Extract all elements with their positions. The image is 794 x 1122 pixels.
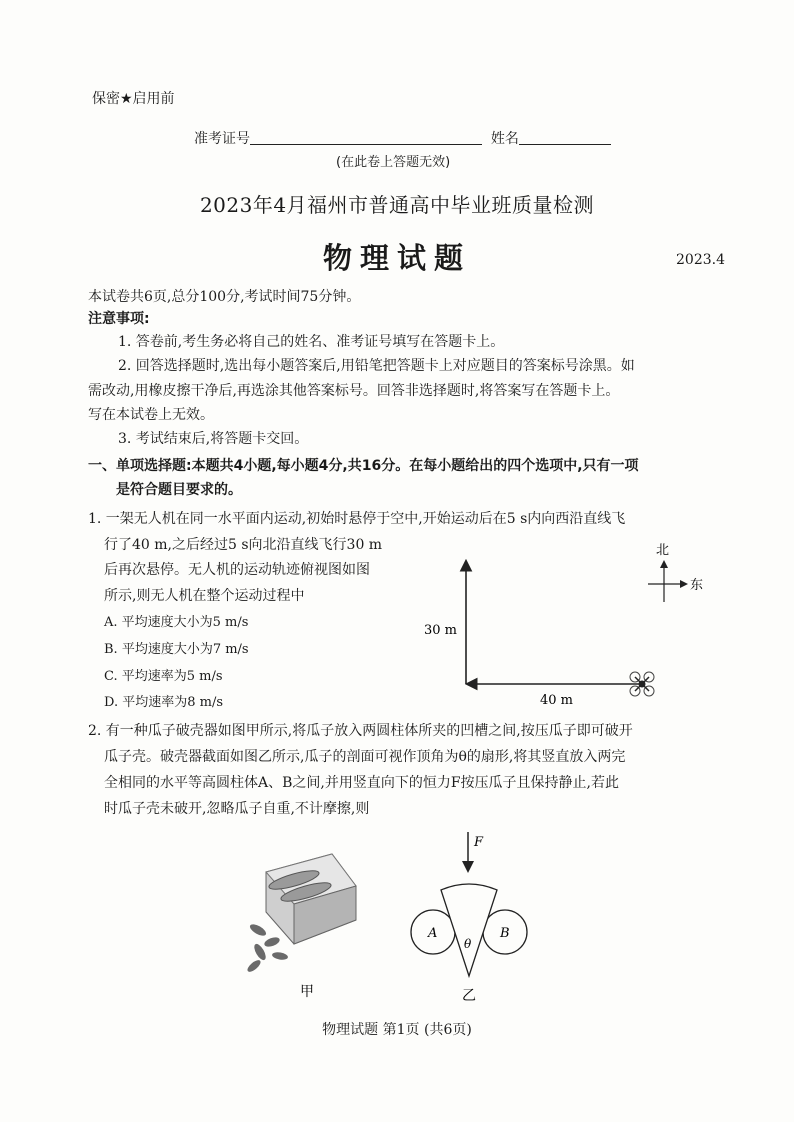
q2-stem-line-1: 2. 有一种瓜子破壳器如图甲所示,将瓜子放入两圆柱体所夹的凹槽之间,按压瓜子即可破开 (88, 723, 633, 739)
horizontal-distance-label: 40 m (540, 693, 574, 708)
paper-intro: 本试卷共6页,总分100分,考试时间75分钟。 (88, 289, 361, 305)
candidate-info-line (194, 128, 611, 148)
q1-option-c: C. 平均速率为5 m/s (104, 669, 223, 684)
section-1-heading: 一、单项选择题:本题共4小题,每小题4分,共16分。在每小题给出的四个选项中,只有一项 (88, 458, 639, 474)
subject-title: 物理试题 (322, 241, 471, 275)
section-1-heading-cont: 是符合题目要求的。 (116, 482, 242, 498)
figure-jia-caption: 甲 (300, 984, 314, 1000)
note-item-3: 3. 考试结束后,将答题卡交回。 (118, 431, 309, 447)
force-label: F (474, 835, 484, 850)
seed-sector (441, 884, 497, 976)
q2-stem-line-3: 全相同的水平等高圆柱体A、B之间,并用竖直向下的恒力F按压瓜子且保持静止,若此 (104, 775, 620, 791)
north-label: 北 (656, 543, 670, 558)
q1-stem-line-4: 所示,则无人机在整个运动过程中 (104, 588, 305, 604)
q2-stem-line-4: 时瓜子壳未破开,忽略瓜子自重,不计摩擦,则 (104, 801, 370, 817)
q2-stem-line-2: 瓜子壳。破壳器截面如图乙所示,瓜子的剖面可视作顶角为θ的扇形,将其竖直放入两完 (104, 749, 626, 765)
east-label: 东 (690, 578, 704, 593)
cylinder-a-label: A (428, 926, 438, 941)
seed-cracker-photo (236, 846, 366, 1006)
invalid-note: (在此卷上答题无效) (336, 155, 451, 170)
q1-option-a: A. 平均速度大小为5 m/s (104, 615, 249, 630)
cylinder-b-label: B (500, 926, 510, 941)
note-item-2-line-2: 需改动,用橡皮擦干净后,再选涂其他答案标号。回答非选择题时,将答案写在答题卡上。 (88, 383, 620, 399)
q1-option-d: D. 平均速率为8 m/s (104, 695, 224, 710)
confidential-label: 保密★启用前 (92, 91, 175, 107)
exam-title: 2023年4月福州市普通高中毕业班质量检测 (199, 193, 595, 217)
angle-label: θ (464, 937, 472, 951)
figure-yi-caption: 乙 (462, 988, 476, 1004)
note-item-2-line-3: 写在本试卷上无效。 (88, 407, 214, 423)
q1-trajectory-figure (420, 538, 720, 710)
admission-number-blank (250, 130, 482, 145)
note-item-1: 1. 答卷前,考生务必将自己的姓名、准考证号填写在答题卡上。 (118, 334, 505, 350)
q1-option-b: B. 平均速度大小为7 m/s (104, 642, 249, 657)
cross-section-figure (406, 826, 536, 1004)
page-footer: 物理试题 第1页 (共6页) (322, 1022, 472, 1038)
notes-heading: 注意事项: (88, 311, 150, 327)
vertical-distance-label: 30 m (424, 623, 458, 638)
exam-date: 2023.4 (676, 252, 725, 268)
admission-number-label: 准考证号 (194, 131, 250, 147)
q1-stem-line-1: 1. 一架无人机在同一水平面内运动,初始时悬停于空中,开始运动后在5 s内向西沿直线飞 (88, 511, 626, 527)
q1-stem-line-2: 行了40 m,之后经过5 s向北沿直线飞行30 m (104, 537, 383, 553)
name-blank (519, 130, 611, 145)
compass-icon (648, 560, 688, 602)
note-item-2-line-1: 2. 回答选择题时,选出每小题答案后,用铅笔把答题卡上对应题目的答案标号涂黑。如 (118, 358, 635, 374)
q1-stem-line-3: 后再次悬停。无人机的运动轨迹俯视图如图 (104, 562, 370, 578)
name-label: 姓名 (490, 131, 519, 147)
